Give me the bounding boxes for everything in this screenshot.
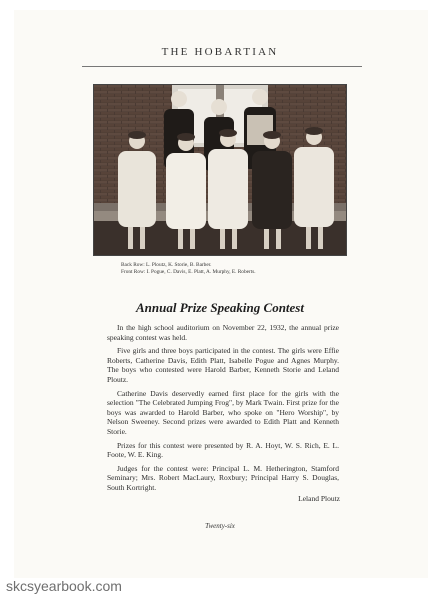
article-title: Annual Prize Speaking Contest: [136, 300, 304, 315]
header-rule: [82, 66, 362, 67]
group-photo-image: [94, 85, 346, 255]
site-footer: [0, 578, 440, 598]
caption-front-row: Front Row: I. Pogue, C. Davis, E. Platt, A. Murphy, E. Roberts.: [121, 269, 256, 275]
group-photo: [93, 84, 347, 256]
article-paragraph: In the high school auditorium on November 22, 1932, the annual prize speaking contest was held.: [107, 323, 339, 342]
author-signature: Leland Ploutz: [298, 494, 340, 503]
running-head: THE HOBARTIAN: [161, 46, 279, 58]
article-body: [107, 323, 339, 497]
caption-back-row: Back Row: L. Ploutz, K. Storie, B. Barber.: [121, 262, 212, 268]
article-paragraph: Prizes for this contest were presented by R. A. Hoyt, W. S. Rich, E. L. Foote, W. E. King.: [107, 440, 339, 460]
article-paragraph: Judges for the contest were: Principal L. M. Hetherington, Stamford Seminary; Mrs. Robert MacLaury, Roxbury; Principal Harry S. Douglas, South Kortright.: [107, 463, 339, 492]
photo-caption: [121, 262, 351, 276]
page-number: Twenty-six: [205, 522, 235, 530]
article-paragraph: Catherine Davis deservedly earned first place for the girls with the selection "The Celebrated Jumping Frog", by Mark Twain. First prize for the boys was awarded to Harold Barber, who spoke on "Hero Worship", by Nelson Sweeney. Second prizes were awarded to Edith Platt and Kenneth Storie.: [107, 388, 339, 436]
article-paragraph: Five girls and three boys participated in the contest. The girls were Effie Roberts, Catherine Davis, Edith Platt, Isabelle Pogue and Agnes Murphy. The boys who contested were Harold Barber, Kenneth Storie and Leland Ploutz.: [107, 346, 339, 384]
site-watermark: skcsyearbook.com: [6, 578, 122, 594]
